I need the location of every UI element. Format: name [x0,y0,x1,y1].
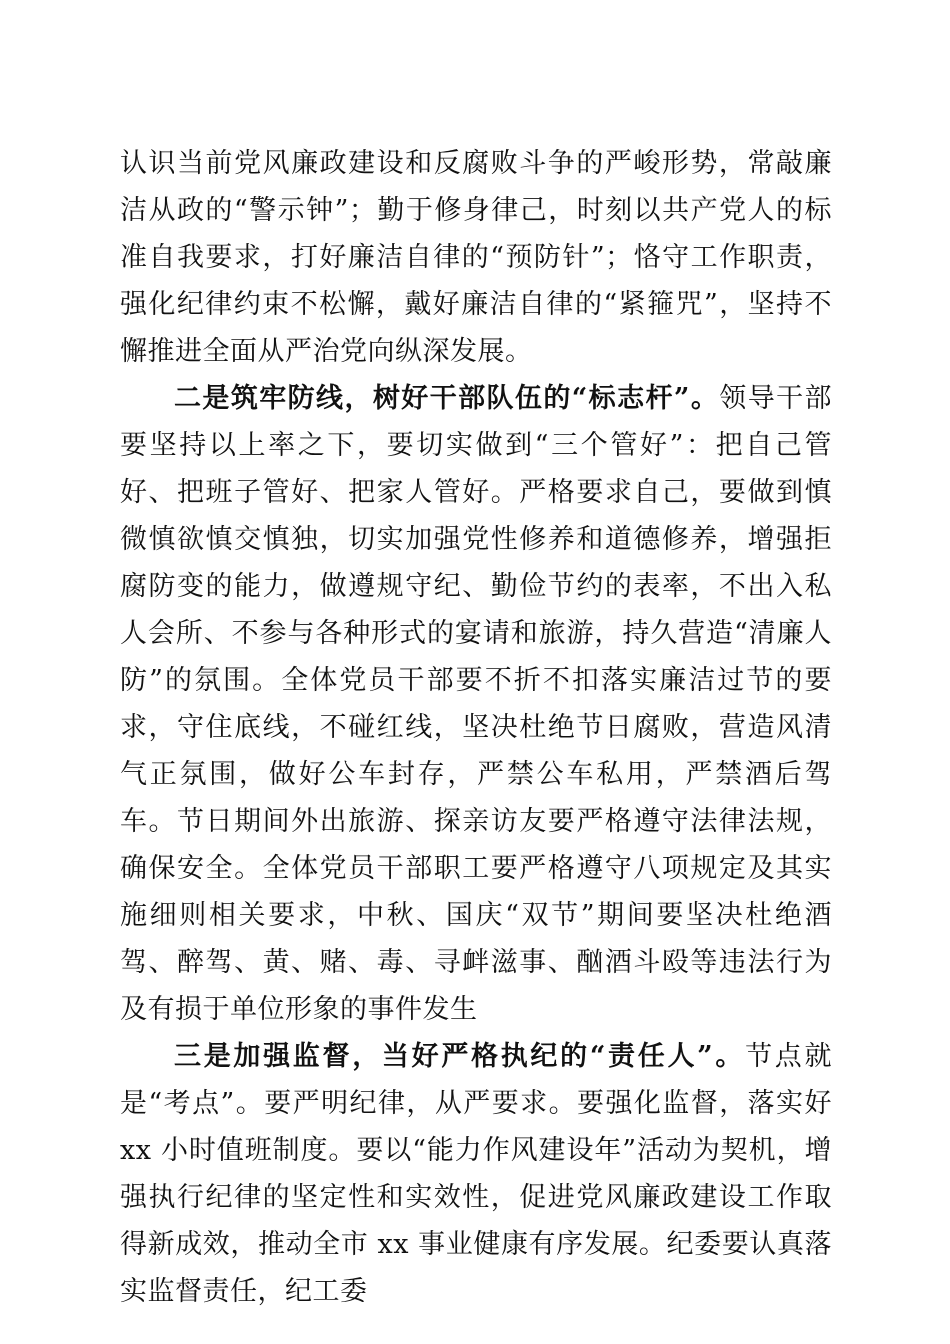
document-body [120,140,832,1315]
paragraph-3 [120,1033,832,1315]
paragraph-1-text: 认识当前党风廉政建设和反腐败斗争的严峻形势，常敲廉洁从政的“警示钟”；勤于修身律己，时刻以共产党人的标准自我要求，打好廉洁自律的“预防针”；恪守工作职责，强化纪律约束不松懈，戴好廉洁自律的“紧箍咒”，坚持不懈推进全面从严治党向纵深发展。 [120,148,832,367]
paragraph-2 [120,375,832,1033]
paragraph-3-heading: 三是加强监督，当好严格执纪的“责任人”。 [174,1041,746,1072]
paragraph-3-text: 节点就是“考点”。要严明纪律，从严要求。要强化监督，落实好 xx 小时值班制度。要以“能力作风建设年”活动为契机，增强执行纪律的坚定性和实效性，促进党风廉政建设工作取得新成效，推动全市 xx 事业健康有序发展。纪委要认真落实监督责任，纪工委 [120,1041,832,1307]
paragraph-2-heading: 二是筑牢防线，树好干部队伍的“标志杆”。 [174,383,720,414]
paragraph-1 [120,140,832,375]
paragraph-2-text: 领导干部要坚持以上率之下，要切实做到“三个管好”：把自己管好、把班子管好、把家人管好。严格要求自己，要做到慎微慎欲慎交慎独，切实加强党性修养和道德修养，增强拒腐防变的能力，做遵规守纪、勤俭节约的表率，不出入私人会所、不参与各种形式的宴请和旅游，持久营造“清廉人防”的氛围。全体党员干部要不折不扣落实廉洁过节的要求，守住底线，不碰红线，坚决杜绝节日腐败，营造风清气正氛围，做好公车封存，严禁公车私用，严禁酒后驾车。节日期间外出旅游、探亲访友要严格遵守法律法规，确保安全。全体党员干部职工要严格遵守八项规定及其实施细则相关要求，中秋、国庆“双节”期间要坚决杜绝酒驾、醉驾、黄、赌、毒、寻衅滋事、酗酒斗殴等违法行为及有损于单位形象的事件发生 [120,383,833,1025]
